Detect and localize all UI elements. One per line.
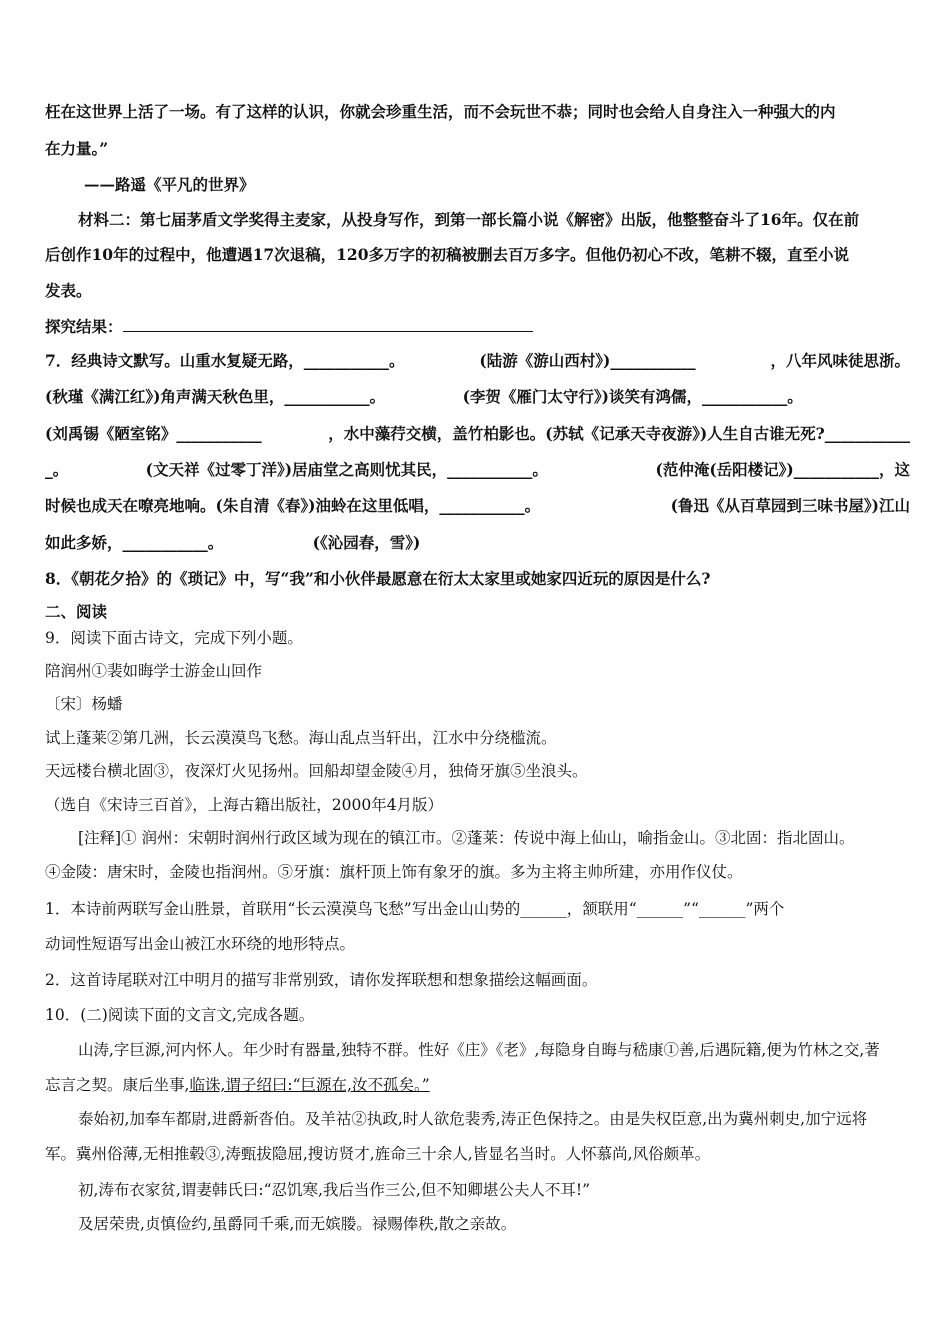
- q7-line: [45, 459, 910, 481]
- poem-author: 〔宋〕杨蟠: [45, 695, 123, 713]
- q7-part: (李贺《雁门太守行》)谈笑有鸿儒，___________。: [462, 387, 803, 406]
- q7-part: (刘禹锡《陋室铭》___________: [45, 424, 262, 443]
- q7-part: 时候也成天在嘹亮地响。(朱自清《春》)油蛉在这里低唱，___________。: [45, 496, 541, 515]
- sub-question: 1．本诗前两联写金山胜景，首联用“长云漠漠鸟飞愁”写出金山山势的______，颔联用“______”“______”两个: [45, 900, 785, 918]
- q7-part: 如此多娇，___________。: [45, 533, 224, 552]
- question-8: 8．《朝花夕拾》的《琐记》中，写“我”和小伙伴最愿意在衍太太家里或她家四近玩的原因是什么?: [45, 569, 711, 588]
- q7-line: [45, 423, 910, 445]
- text-line: 发表。: [45, 281, 92, 300]
- q7-part: ，八年风味徒思浙。: [770, 351, 910, 370]
- text-line: 材料二：第七届茅盾文学奖得主麦家，从投身写作，到第一部长篇小说《解密》出版，他整整奋斗了16年。仅在前: [78, 210, 860, 229]
- question-stem: 10．(二)阅读下面的文言文,完成各题。: [45, 1006, 315, 1024]
- q7-line: [45, 386, 910, 408]
- passage-line: 及居荣贵,贞慎俭约,虽爵同千乘,而无嫔媵。禄赐俸秩,散之亲故。: [78, 1215, 517, 1233]
- q7-line: [45, 350, 910, 372]
- result-label: 探究结果：: [45, 317, 123, 336]
- q7-part: (《沁园春，雪》): [312, 533, 421, 552]
- section-heading: 二、阅读: [45, 602, 108, 621]
- text-line: 后创作10年的过程中，他遭遇17次退稿，120多万字的初稿被删去百万多字。但他仍初心不改，笔耕不辍，直至小说: [45, 245, 849, 264]
- poem-source: （选自《宋诗三百首》，上海古籍出版社，2000年4月版）: [45, 796, 444, 814]
- passage-text: 忘言之契。康后坐事,: [45, 1076, 190, 1094]
- q7-part: (秋瑾《满江红》)角声满天秋色里，___________。: [45, 387, 386, 406]
- passage-line: 军。冀州俗薄,无相推毂③,涛甄拔隐屈,搜访贤才,旌命三十余人,皆显名当时。人怀慕尚,风俗颇革。: [45, 1145, 711, 1163]
- q7-part: ，水中藻荇交横，盖竹柏影也。(苏轼《记承天寺夜游》)人生自古谁无死?___________: [328, 424, 910, 443]
- sub-question: 2．这首诗尾联对江中明月的描写非常别致，请你发挥联想和想象描绘这幅画面。: [45, 971, 598, 989]
- result-line: [45, 315, 910, 338]
- q7-line: [45, 495, 910, 517]
- attribution: ——路遥《平凡的世界》: [84, 175, 255, 194]
- q7-line: [45, 532, 910, 554]
- poem-notes: [注释]① 润州：宋朝时润州行政区域为现在的镇江市。②蓬莱：传说中海上仙山，喻指金山。③北固：指北固山。: [78, 829, 855, 847]
- q7-part: _。: [45, 460, 69, 479]
- answer-blank: [123, 315, 533, 332]
- sub-question: 动词性短语写出金山被江水环绕的地形特点。: [45, 935, 356, 953]
- poem-line: 天远楼台横北固③，夜深灯火见扬州。回船却望金陵④月，独倚牙旗⑤坐浪头。: [45, 762, 588, 780]
- q7-part: 7．经典诗文默写。山重水复疑无路，___________。: [45, 351, 405, 370]
- passage-line: [45, 1074, 910, 1096]
- passage-line: 泰始初,加奉车都尉,进爵新沓伯。及羊祜②执政,时人欲危裴秀,涛正色保持之。由是失权臣意,出为冀州刺史,加宁远将: [78, 1110, 868, 1128]
- q7-part: (文天祥《过零丁洋》)居庙堂之高则忧其民，___________。: [145, 460, 548, 479]
- text-line: 在力量。”: [45, 139, 109, 158]
- q7-part: (陆游《游山西村》)___________: [479, 351, 696, 370]
- q7-part: (范仲淹(岳阳楼记》)___________，这: [655, 460, 910, 479]
- text-line: 枉在这世界上活了一场。有了这样的认识，你就会珍重生活，而不会玩世不恭；同时也会给人自身注入一种强大的内: [45, 102, 836, 121]
- underlined-sentence: 临诛,谓子绍曰:“巨源在,汝不孤矣。”: [189, 1076, 430, 1094]
- question-stem: 9．阅读下面古诗文，完成下列小题。: [45, 629, 303, 647]
- poem-notes: ④金陵：唐宋时，金陵也指润州。⑤牙旗：旗杆顶上饰有象牙的旗。多为主将主帅所建，亦用作仪仗。: [45, 863, 743, 881]
- poem-title: 陪润州①裴如晦学士游金山回作: [45, 662, 263, 680]
- poem-line: 试上蓬莱②第几洲，长云漠漠鸟飞愁。海山乱点当轩出，江水中分绕槛流。: [45, 729, 557, 747]
- q7-part: (鲁迅《从百草园到三味书屋》)江山: [670, 496, 910, 515]
- passage-line: 山涛,字巨源,河内怀人。年少时有器量,独特不群。性好《庄》《老》,每隐身自晦与嵇康①善,后遇阮籍,便为竹林之交,著: [78, 1041, 880, 1059]
- passage-line: 初,涛布衣家贫,谓妻韩氏曰:“忍饥寒,我后当作三公,但不知卿堪公夫人不耳!”: [78, 1181, 591, 1199]
